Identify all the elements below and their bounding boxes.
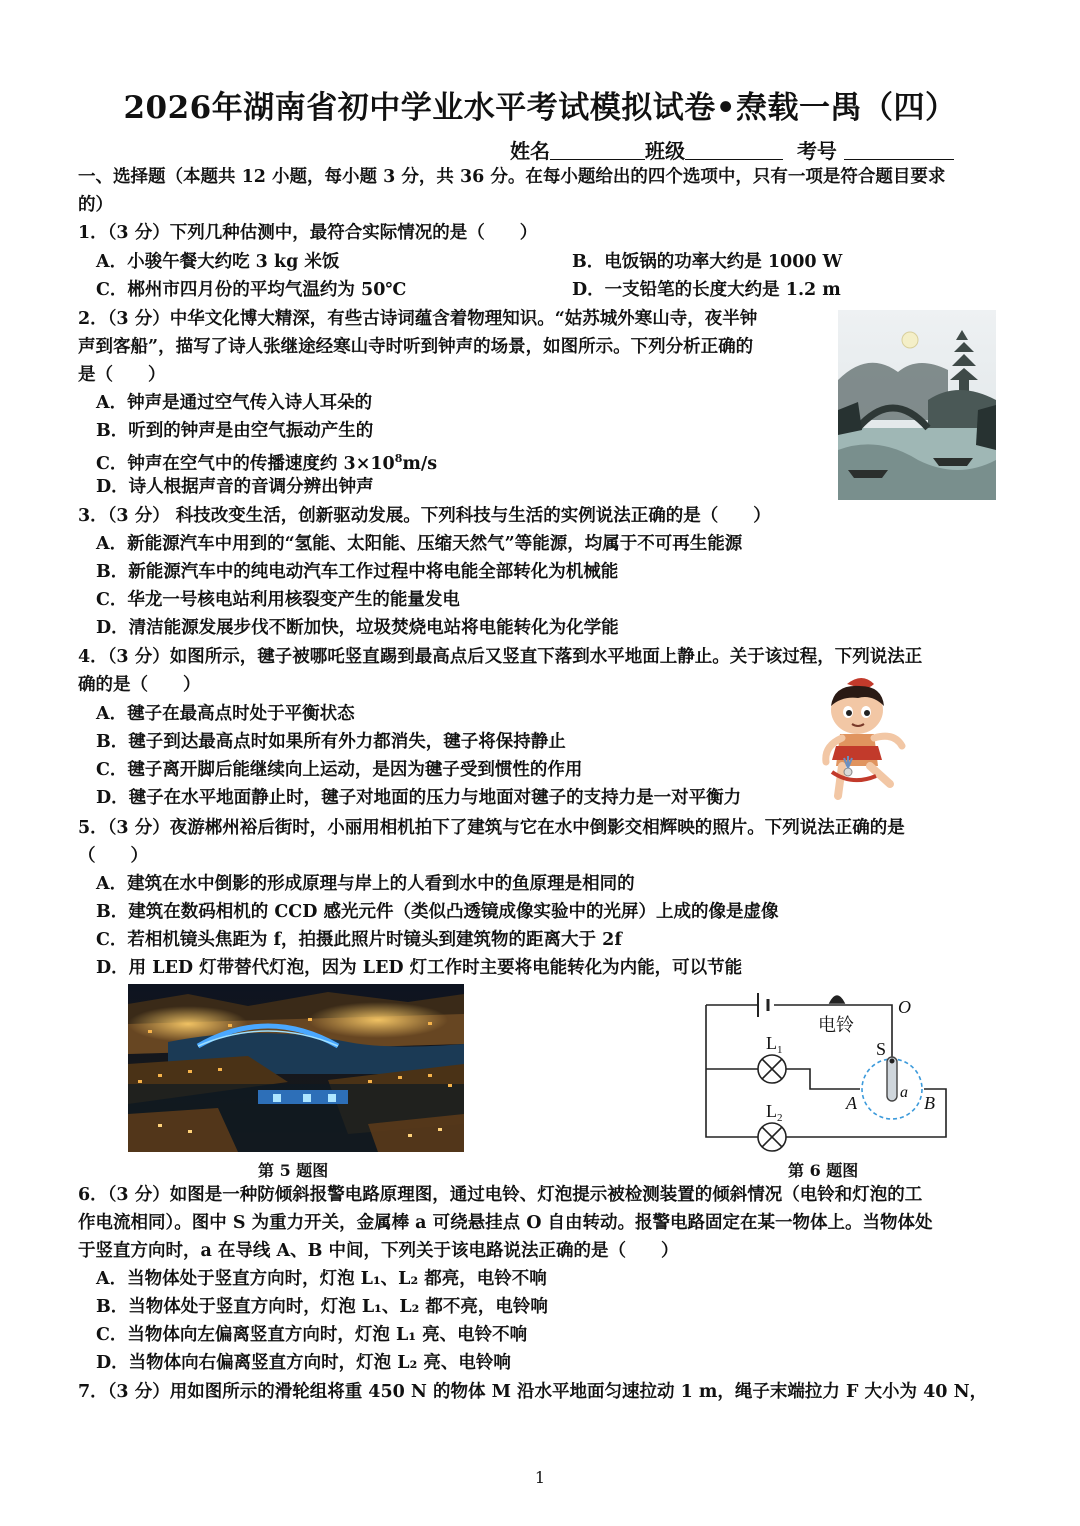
q6-option-d[interactable]: D．当物体向右偏离竖直方向时，灯泡 L₂ 亮、电铃响	[96, 1353, 511, 1373]
page-number: 1	[534, 1468, 546, 1487]
q5-night-town-photo	[128, 984, 464, 1152]
q2-option-c[interactable]	[96, 448, 437, 475]
q3-stem: 3．（3 分） 科技改变生活，创新驱动发展。下列科技与生活的实例说法正确的是（ ）	[78, 506, 771, 526]
q4-stem-1: 4．（3 分）如图所示，毽子被哪吒竖直踢到最高点后又竖直下落到水平地面上静止。关于该过程，下列说法正	[78, 647, 923, 667]
name-blank[interactable]	[550, 139, 645, 160]
q6-circuit-diagram	[700, 985, 956, 1155]
switch-s-label: S	[876, 1039, 887, 1059]
q2-temple-painting-image	[838, 310, 996, 500]
student-info	[510, 135, 954, 164]
q4-option-b[interactable]: B．毽子到达最高点时如果所有外力都消失，毽子将保持静止	[96, 732, 566, 752]
q4-option-c[interactable]: C．毽子离开脚后能继续向上运动，是因为毽子受到惯性的作用	[96, 760, 583, 780]
bell-label: 电铃	[818, 1015, 854, 1035]
q5-stem-2: （ ）	[78, 846, 148, 866]
q6-option-a[interactable]: A．当物体处于竖直方向时，灯泡 L₁、L₂ 都亮，电铃不响	[96, 1269, 547, 1289]
q3-option-d[interactable]: D．清洁能源发展步伐不断加快，垃圾焚烧电站将电能转化为化学能	[96, 618, 619, 638]
lamp-l2-label	[766, 1101, 783, 1124]
q4-option-a[interactable]: A．毽子在最高点时处于平衡状态	[96, 704, 355, 724]
lamp-l2-subscript: 2	[777, 1112, 783, 1124]
q3-option-b[interactable]: B．新能源汽车中的纯电动汽车工作过程中将电能全部转化为机械能	[96, 562, 619, 582]
q5-option-a[interactable]: A．建筑在水中倒影的形成原理与岸上的人看到水中的鱼原理是相同的	[96, 874, 635, 894]
q5-figure-caption: 第 5 题图	[258, 1161, 329, 1180]
q2-option-c-unit: m/s	[402, 453, 438, 474]
q6-stem-3: 于竖直方向时，a 在导线 A、B 中间，下列关于该电路说法正确的是（ ）	[78, 1241, 679, 1261]
q1-option-a[interactable]: A．小骏午餐大约吃 3 kg 米饭	[96, 252, 340, 272]
q3-option-a[interactable]: A．新能源汽车中用到的“氢能、太阳能、压缩天然气”等能源，均属于不可再生能源	[96, 534, 743, 554]
q4-nezha-cartoon-image	[812, 676, 912, 808]
id-blank[interactable]	[844, 139, 954, 160]
exam-title: 2026年湖南省初中学业水平考试模拟试卷•焘载一禺（四）	[123, 90, 957, 126]
wire-a-label: A	[846, 1093, 857, 1113]
q5-option-d[interactable]: D．用 LED 灯带替代灯泡，因为 LED 灯工作时主要将电能转化为内能，可以节能	[96, 958, 743, 978]
q5-option-c[interactable]: C．若相机镜头焦距为 f，拍摄此照片时镜头到建筑物的距离大于 2f	[96, 930, 622, 950]
q1-stem: 1．（3 分）下列几种估测中，最符合实际情况的是（ ）	[78, 223, 538, 243]
q4-stem-2: 确的是（ ）	[78, 675, 201, 695]
lamp-l1-subscript: 1	[777, 1044, 783, 1056]
q2-option-a[interactable]: A．钟声是通过空气传入诗人耳朵的	[96, 393, 373, 413]
q4-option-d[interactable]: D．毽子在水平地面静止时，毽子对地面的压力与地面对毽子的支持力是一对平衡力	[96, 788, 742, 808]
q6-stem-2: 作电流相同）。图中 S 为重力开关，金属棒 a 可绕悬挂点 O 自由转动。报警电路固定在某一物体上。当物体处	[78, 1213, 933, 1233]
q7-stem-1: 7．（3 分）用如图所示的滑轮组将重 450 N 的物体 M 沿水平地面匀速拉动 1 m，绳子末端拉力 F 大小为 40 N，	[78, 1382, 988, 1402]
q6-figure-caption: 第 6 题图	[788, 1161, 859, 1180]
q2-stem-2: 声到客船”，描写了诗人张继途经寒山寺时听到钟声的场景，如图所示。下列分析正确的	[78, 337, 754, 357]
q2-option-d[interactable]: D．诗人根据声音的音调分辨出钟声	[96, 477, 374, 497]
q2-stem-3: 是（ ）	[78, 365, 166, 385]
q1-option-c[interactable]: C．郴州市四月份的平均气温约为 50℃	[96, 280, 407, 300]
q3-option-c[interactable]: C．华龙一号核电站利用核裂变产生的能量发电	[96, 590, 460, 610]
id-label: 考号	[796, 139, 837, 163]
section-heading: 一、选择题（本题共 12 小题，每小题 3 分，共 36 分。在每小题给出的四个选项中，只有一项是符合题目要求	[78, 167, 946, 187]
q6-option-c[interactable]: C．当物体向左偏离竖直方向时，灯泡 L₁ 亮、电铃不响	[96, 1325, 528, 1345]
q5-option-b[interactable]: B．建筑在数码相机的 CCD 感光元件（类似凸透镜成像实验中的光屏）上成的像是虚像	[96, 902, 779, 922]
q1-option-d[interactable]: D．一支铅笔的长度大约是 1.2 m	[572, 280, 841, 300]
name-label: 姓名	[510, 139, 550, 163]
q2-option-c-exponent: 8	[394, 452, 403, 465]
q6-stem-1: 6．（3 分）如图是一种防倾斜报警电路原理图，通过电铃、灯泡提示被检测装置的倾斜情况（电铃和灯泡的工	[78, 1185, 923, 1205]
pivot-o-label: O	[898, 997, 911, 1017]
class-blank[interactable]	[685, 139, 783, 160]
q5-stem-1: 5．（3 分）夜游郴州裕后街时，小丽用相机拍下了建筑与它在水中倒影交相辉映的照片。下列说法正确的是	[78, 818, 905, 838]
class-label: 班级	[645, 139, 685, 163]
q2-stem-1: 2．（3 分）中华文化博大精深，有些古诗词蕴含着物理知识。“姑苏城外寒山寺，夜半钟	[78, 309, 758, 329]
lamp-l1-letter: L	[766, 1033, 777, 1053]
rod-a-label: a	[900, 1084, 908, 1101]
q2-option-c-text: C．钟声在空气中的传播速度约 3×10	[96, 453, 395, 474]
lamp-l2-letter: L	[766, 1101, 777, 1121]
lamp-l1-label	[766, 1033, 783, 1056]
section-heading-cont: 的）	[78, 195, 113, 215]
q2-option-b[interactable]: B．听到的钟声是由空气振动产生的	[96, 421, 374, 441]
wire-b-label: B	[924, 1093, 935, 1113]
q6-option-b[interactable]: B．当物体处于竖直方向时，灯泡 L₁、L₂ 都不亮，电铃响	[96, 1297, 548, 1317]
q1-option-b[interactable]: B．电饭锅的功率大约是 1000 W	[572, 252, 843, 272]
